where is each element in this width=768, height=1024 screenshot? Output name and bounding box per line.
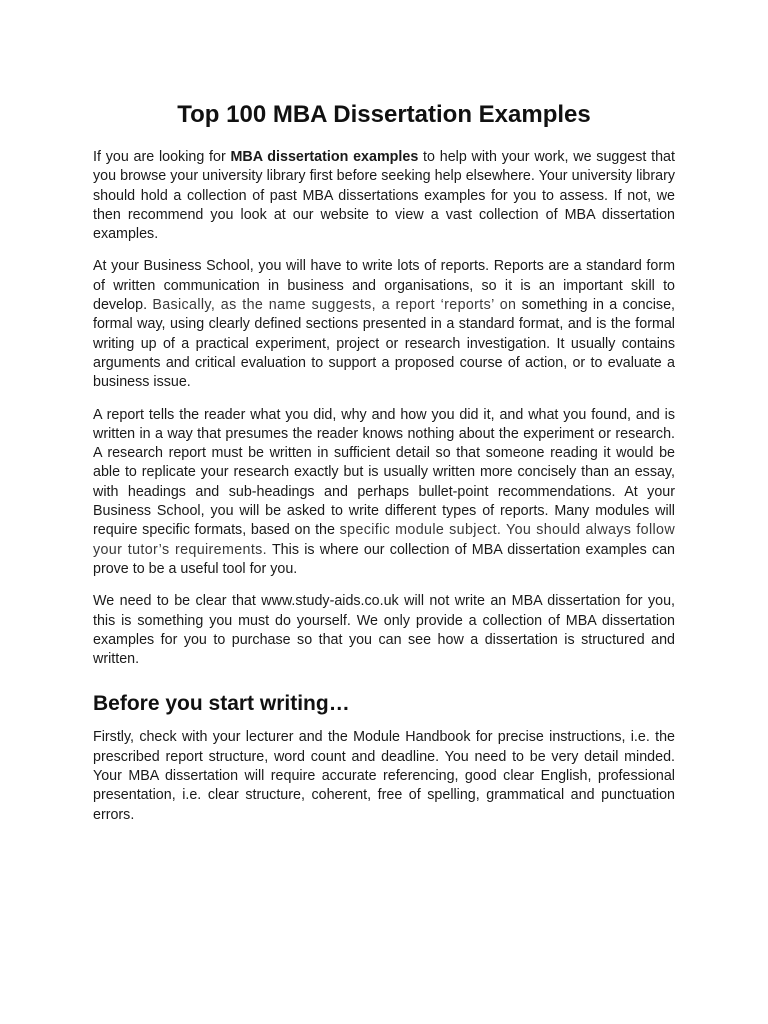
paragraph-intro-bold-term: MBA dissertation examples	[230, 149, 419, 165]
section-heading: Before you start writing…	[93, 692, 350, 716]
paragraph-business-school-text-a: At your Business School, you will have to write lots of reports. Reports are a standard form of written communication in business and organisations, so it is an important skill to develop.	[93, 258, 675, 314]
paragraph-report-tells-text-a: A report tells the reader what you did, why and how you did it, and what you found, and is written in a way that presumes the reader knows nothing about the experiment or research. A research report must be written in sufficient detail so that someone reading it would be able to replicate your research exactly but is usually written more concisely than an essay, with headings and sub-headings and perhaps bullet-point recommendations. At your Business School, you will be asked to write different types of reports. Many modules will require specific formats, based on the	[93, 406, 675, 539]
paragraph-report-tells-text-c: This is where our collection of MBA dissertation examples can prove to be a useful tool for you.	[93, 541, 676, 577]
paragraph-report-tells	[93, 406, 675, 580]
document-title: Top 100 MBA Dissertation Examples	[177, 101, 591, 128]
paragraph-disclaimer: We need to be clear that www.study-aids.co.uk will not write an MBA dissertation for you, this is something you must do yourself. We only provide a collection of MBA dissertation examples for you to purchase so that you can see how a dissertation is structured and written.	[93, 593, 675, 668]
paragraph-intro-text-end: to help with your work, we suggest that you browse your university library first before seeking help elsewhere. Your university library should hold a collection of past MBA dissertations examples for you to assess. If not, we then recommend you look at our website to view a vast collection of MBA dissertation examples.	[93, 149, 675, 243]
paragraph-business-school-text-c: something in a concise, formal way, using clearly defined sections presented in a standard format, and is the formal writing up of a practical experiment, project or research investigation. It usually contains arguments and critical evaluation to support a proposed course of action, or to evaluate a business issue.	[93, 297, 675, 391]
paragraph-business-school	[93, 257, 675, 392]
document-page	[93, 100, 675, 838]
paragraph-intro	[93, 148, 675, 244]
paragraph-intro-text-start: If you are looking for	[93, 149, 231, 165]
paragraph-business-school-text-b: Basically, as the name suggests, a report ‘reports’ on	[152, 297, 517, 314]
paragraph-firstly: Firstly, check with your lecturer and the Module Handbook for precise instructions, i.e. the prescribed report structure, word count and deadline. You need to be very detail minded. Your MBA dissertation will require accurate referencing, good clear English, professional presentation, i.e. clear structure, coherent, free of spelling, grammatical and punctuation errors.	[93, 729, 675, 823]
paragraph-report-tells-text-b: specific module subject. You should always follow your tutor’s requirements.	[93, 522, 675, 558]
